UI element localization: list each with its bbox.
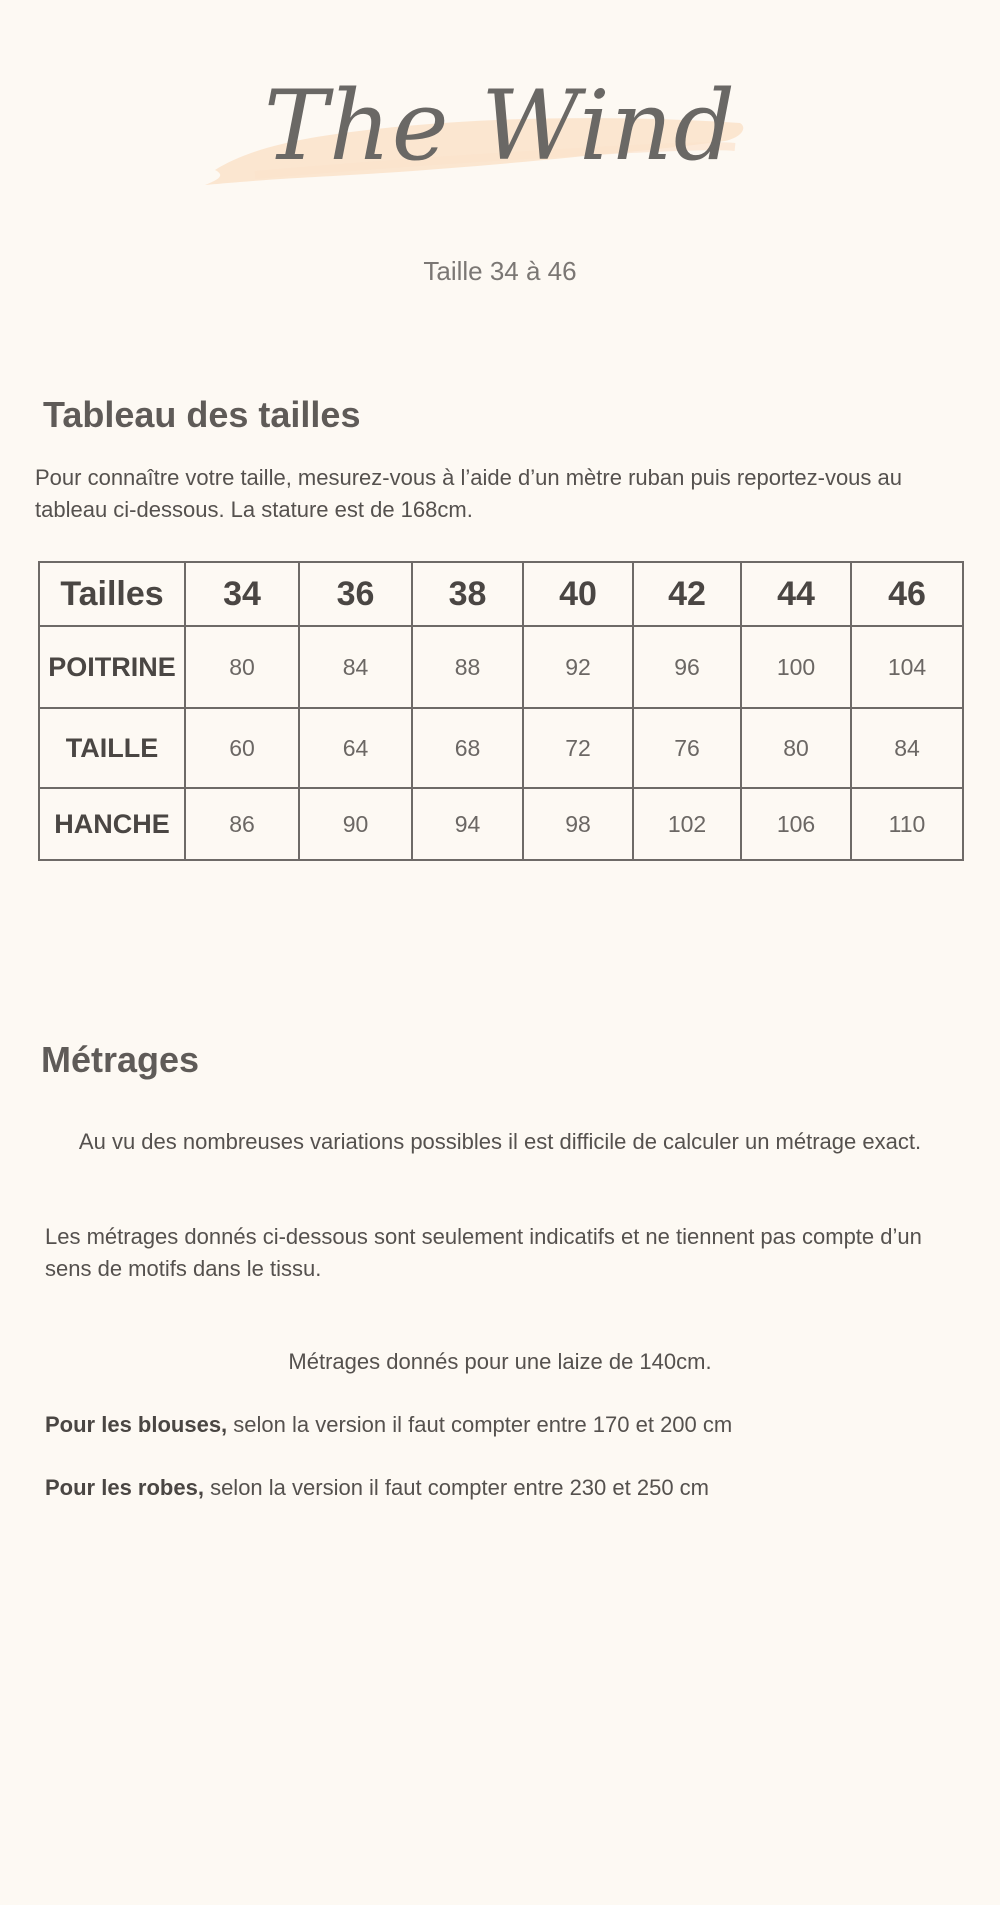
table-cell: 102 <box>633 788 741 860</box>
metrage-blouses-label: Pour les blouses, <box>45 1412 228 1437</box>
table-cell: 100 <box>741 626 851 708</box>
size-table <box>38 561 964 861</box>
brand-logo: The Wind <box>263 70 737 182</box>
row-label: POITRINE <box>39 626 185 708</box>
sizes-section-title: Tableau des tailles <box>43 394 361 435</box>
size-col-header: 34 <box>185 562 299 626</box>
metrage-paragraph-1: Au vu des nombreuses variations possibles il est difficile de calculer un métrage exact. <box>78 1129 922 1154</box>
table-cell: 98 <box>523 788 633 860</box>
table-cell: 96 <box>633 626 741 708</box>
metrage-paragraph-2: Les métrages donnés ci-dessous sont seulement indicatifs et ne tiennent pas compte d’un sens de motifs dans le tissu. <box>45 1224 922 1281</box>
metrage-section-title: Métrages <box>41 1039 200 1080</box>
table-cell: 110 <box>851 788 963 860</box>
table-cell: 88 <box>412 626 523 708</box>
size-table-header-row <box>39 562 963 626</box>
table-row <box>39 626 963 708</box>
table-cell: 84 <box>299 626 412 708</box>
size-table-header-label: Tailles <box>39 562 185 626</box>
table-cell: 60 <box>185 708 299 788</box>
table-cell: 84 <box>851 708 963 788</box>
table-cell: 72 <box>523 708 633 788</box>
table-cell: 106 <box>741 788 851 860</box>
metrage-robes-label: Pour les robes, <box>45 1475 204 1500</box>
table-cell: 94 <box>412 788 523 860</box>
table-cell: 80 <box>185 626 299 708</box>
metrage-robes <box>45 1472 965 1504</box>
table-cell: 104 <box>851 626 963 708</box>
table-cell: 92 <box>523 626 633 708</box>
size-col-header: 38 <box>412 562 523 626</box>
table-row <box>39 708 963 788</box>
row-label: TAILLE <box>39 708 185 788</box>
metrage-robes-text: selon la version il faut compter entre 230 et 250 cm <box>203 1475 709 1500</box>
metrage-blouses-text: selon la version il faut compter entre 170 et 200 cm <box>227 1412 733 1437</box>
metrage-blouses <box>45 1409 965 1441</box>
row-label: HANCHE <box>39 788 185 860</box>
page-subtitle: Taille 34 à 46 <box>423 256 577 286</box>
table-cell: 80 <box>741 708 851 788</box>
table-row <box>39 788 963 860</box>
table-cell: 64 <box>299 708 412 788</box>
size-col-header: 46 <box>851 562 963 626</box>
sizes-intro-text: Pour connaître votre taille, mesurez-vous à l’aide d’un mètre ruban puis reportez-vous au tableau ci-dessous. La stature est de 168cm. <box>35 465 903 522</box>
size-col-header: 36 <box>299 562 412 626</box>
size-col-header: 40 <box>523 562 633 626</box>
metrage-laize-text: Métrages donnés pour une laize de 140cm. <box>288 1349 712 1374</box>
size-col-header: 44 <box>741 562 851 626</box>
table-cell: 86 <box>185 788 299 860</box>
table-cell: 90 <box>299 788 412 860</box>
table-cell: 68 <box>412 708 523 788</box>
size-col-header: 42 <box>633 562 741 626</box>
table-cell: 76 <box>633 708 741 788</box>
